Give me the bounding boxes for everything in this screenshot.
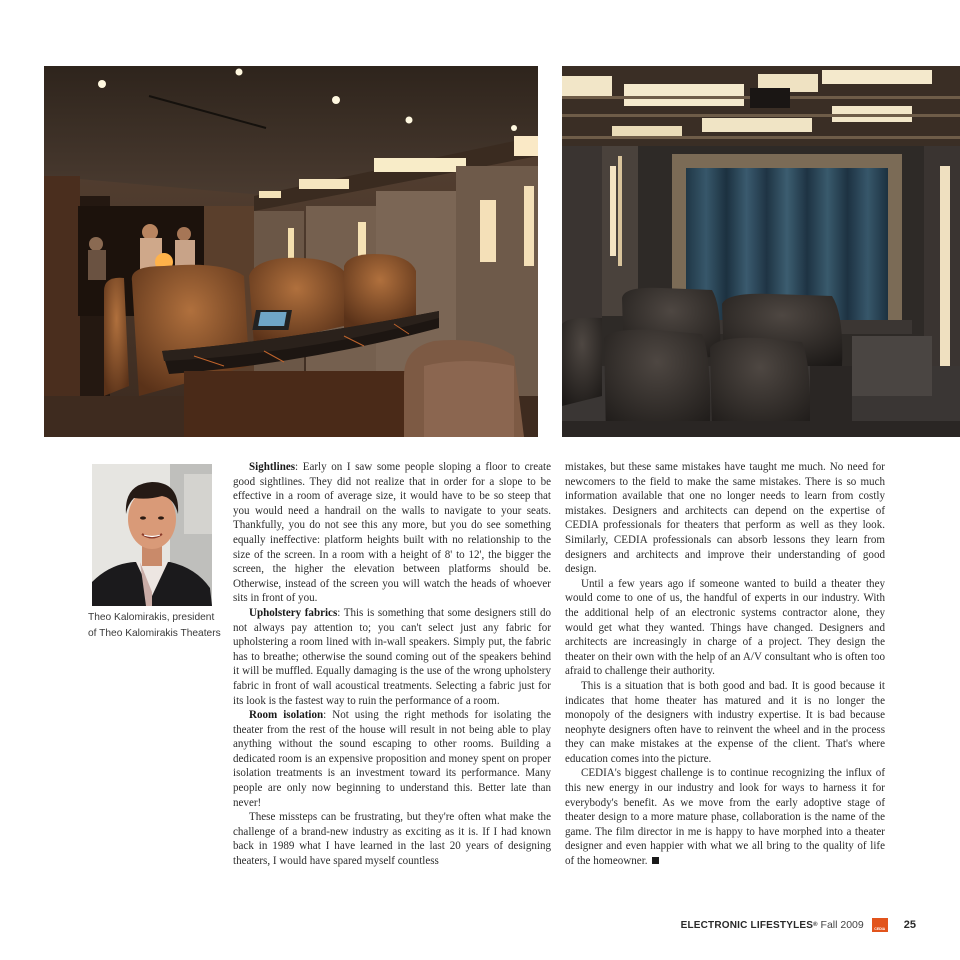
paragraph-sightlines-text: : Early on I saw some people sloping a floor to create good sightlines. They did not realize that in order for a slope to be effective in a room of average size, it would have to be so steep that you would need a handrail on the walls to navigate to your seats. Thankfully, you do not see this any more, but you do see something equally ineffective: platform heights built with no relationship to the size of the screen. In a room with a height of 8' to 12', the bigger the screen, the higher the elevation between platforms should be. Otherwise, instead of the screen you will watch the heads of whoever sits in front of you. — [233, 461, 551, 605]
cedia-logo-icon — [872, 918, 888, 932]
theater-photo-left-image — [44, 66, 538, 437]
paragraph-experts: Until a few years ago if someone wanted to build a theater they would come to one of us, the handful of experts in our industry. With the additional help of an electronic systems contractor alone, they would get what they wanted. Things have changed. Designers and architects are increasingly in charge of a project. They design the theater on their own with the help of an A/V consultant who is often too afraid to challenge their authority. — [565, 577, 885, 678]
paragraph-sightlines — [233, 460, 551, 606]
page-footer — [681, 917, 916, 933]
subhead-sightlines: Sightlines — [249, 461, 296, 473]
paragraph-cedia-challenge — [565, 766, 885, 868]
author-portrait-image — [92, 464, 212, 606]
paragraph-mistakes: mistakes, but these same mistakes have taught me much. No need for newcomers to the field to make the same mistakes. There is so much information available that one no longer needs to learn from costly mistakes. Designers and architects can depend on the expertise of CEDIA professionals for theaters that perform as well as they look. Similarly, CEDIA professionals can absorb lessons they learn from designers and architects and improve their understanding of good design. — [565, 461, 885, 576]
article-column-2 — [565, 460, 885, 869]
caption-line-1: Theo Kalomirakis, president — [88, 612, 215, 623]
article-column-1 — [233, 460, 551, 869]
paragraph-cedia-challenge-text: CEDIA's biggest challenge is to continue recognizing the influx of this new energy in our industry and look for ways to harness it for everybody's benefit. As we move from the early adoptive stage of theater design to a more mature phase, collaboration is the name of the game. The film director in me is happy to have morphed into a theater designer and even happier with what we all bring to the quality of life of the homeowner. — [565, 767, 885, 868]
theater-photo-right — [562, 66, 960, 437]
registered-mark: ® — [813, 922, 818, 928]
theater-photo-right-image — [562, 66, 960, 437]
page-number: 25 — [903, 919, 916, 931]
magazine-name: ELECTRONIC LIFESTYLES — [680, 919, 814, 931]
paragraph-upholstery — [233, 606, 551, 708]
paragraph-upholstery-text: : This is something that some designers still do not always pay attention to; you can't select just any fabric for upholstering a room lined with in-wall speakers. Simply put, the fabric has to breathe; otherwise the sound coming out of the speakers behind it will be muffled. Equally damaging is the use of the wrong upholstery fabric in front of wall acoustical treatments. Selecting a fabric just for its look is the fastest way to ruin the performance of a room. — [233, 606, 551, 707]
subhead-isolation: Room isolation — [249, 709, 324, 722]
paragraph-isolation — [233, 708, 551, 810]
end-mark-icon — [652, 857, 659, 864]
paragraph-isolation-text: : Not using the right methods for isolating the theater from the rest of the house will result in not being able to play anything without the sound escaping to other rooms. Building a dedicated room is an expensive proposition and money spent on proper isolation treatments is an investment toward its performance. Many people are only now beginning to understand this. Better late than never! — [233, 709, 551, 809]
paragraph-missteps: These missteps can be frustrating, but they're often what make the challenge of a brand-new industry as exciting as it is. If I had known back in 1989 what I have learned in the last 20 years of designing theaters, I would have spared myself countless — [233, 811, 551, 868]
paragraph-good-and-bad: This is a situation that is both good and bad. It is good because it indicates that home theater has matured and it is no longer the monopoly of the designers with industry expertise. It is bad because neophyte designers often have to reinvent the wheel and in the process they can make mistakes at the expense of the client. That's where education comes into the picture. — [565, 679, 885, 765]
author-portrait — [92, 464, 212, 606]
cedia-logo-text: CEDIA — [874, 927, 886, 931]
subhead-upholstery: Upholstery fabrics — [249, 606, 338, 619]
portrait-caption — [88, 610, 228, 641]
issue-label: Fall 2009 — [820, 919, 864, 931]
caption-line-2: of Theo Kalomirakis Theaters — [88, 627, 221, 639]
theater-photo-left — [44, 66, 538, 437]
